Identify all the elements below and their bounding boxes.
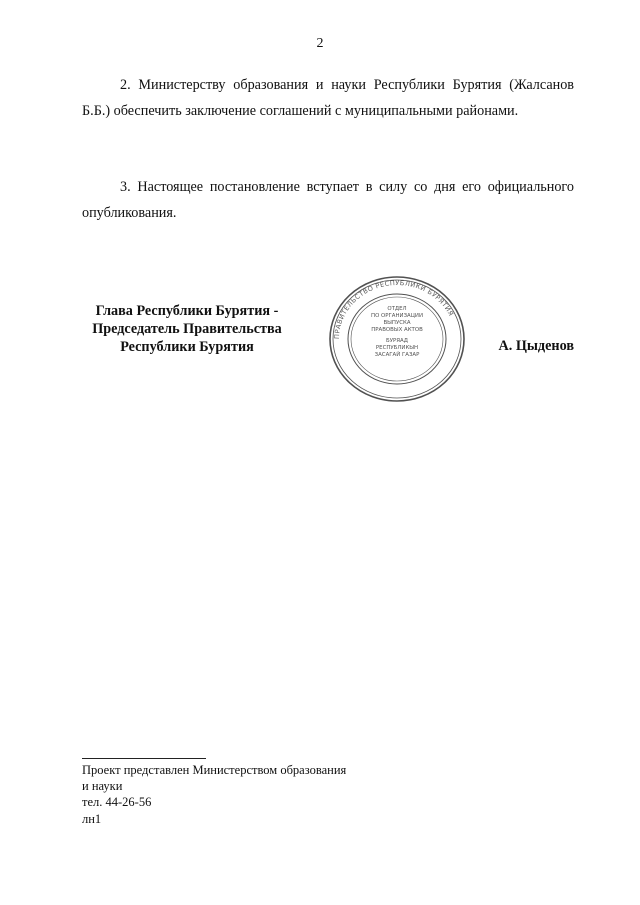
seal-line-4: ПРАВОВЫХ АКТОВ [371, 327, 423, 333]
document-code: лн1 [82, 812, 102, 826]
signer-title-line-1: Глава Республики Бурятия - [95, 303, 279, 319]
seal-outer-text-path: ПРАВИТЕЛЬСТВО РЕСПУБЛИКИ БУРЯТИЯ [332, 278, 456, 340]
signer-title [82, 302, 292, 356]
page-number: 2 [316, 36, 324, 51]
paragraph-3: 3. Настоящее постановление вступает в силу со дня его официального опубликования. [82, 179, 574, 221]
footnote-line-2: и науки [82, 779, 123, 793]
seal-line-3: ВЫПУСКА [383, 320, 411, 326]
footnote-line-3: тел. 44-26-56 [82, 795, 152, 809]
footnote [82, 762, 346, 810]
footnote-divider [82, 758, 206, 759]
seal-line-1: ОТДЕЛ [387, 306, 407, 312]
signer-name: А. Цыденов [498, 338, 574, 354]
seal-line-2: ПО ОРГАНИЗАЦИИ [371, 313, 423, 319]
footnote-line-1: Проект представлен Министерством образования [82, 763, 347, 777]
official-seal-stamp [327, 274, 467, 404]
seal-line-6: РЕСПУБЛИКЫН [375, 345, 419, 351]
seal-line-7: ЗАСАГАЙ ГАЗАР [374, 352, 420, 358]
signer-title-line-2: Председатель Правительства [92, 321, 282, 337]
paragraph-2: 2. Министерству образования и науки Республики Бурятия (Жалсанов Б.Б.) обеспечить заключение соглашений с муниципальными районами. [82, 77, 574, 119]
seal-line-5: БУРЯАД [386, 338, 408, 344]
signer-title-line-3: Республики Бурятия [120, 339, 254, 355]
